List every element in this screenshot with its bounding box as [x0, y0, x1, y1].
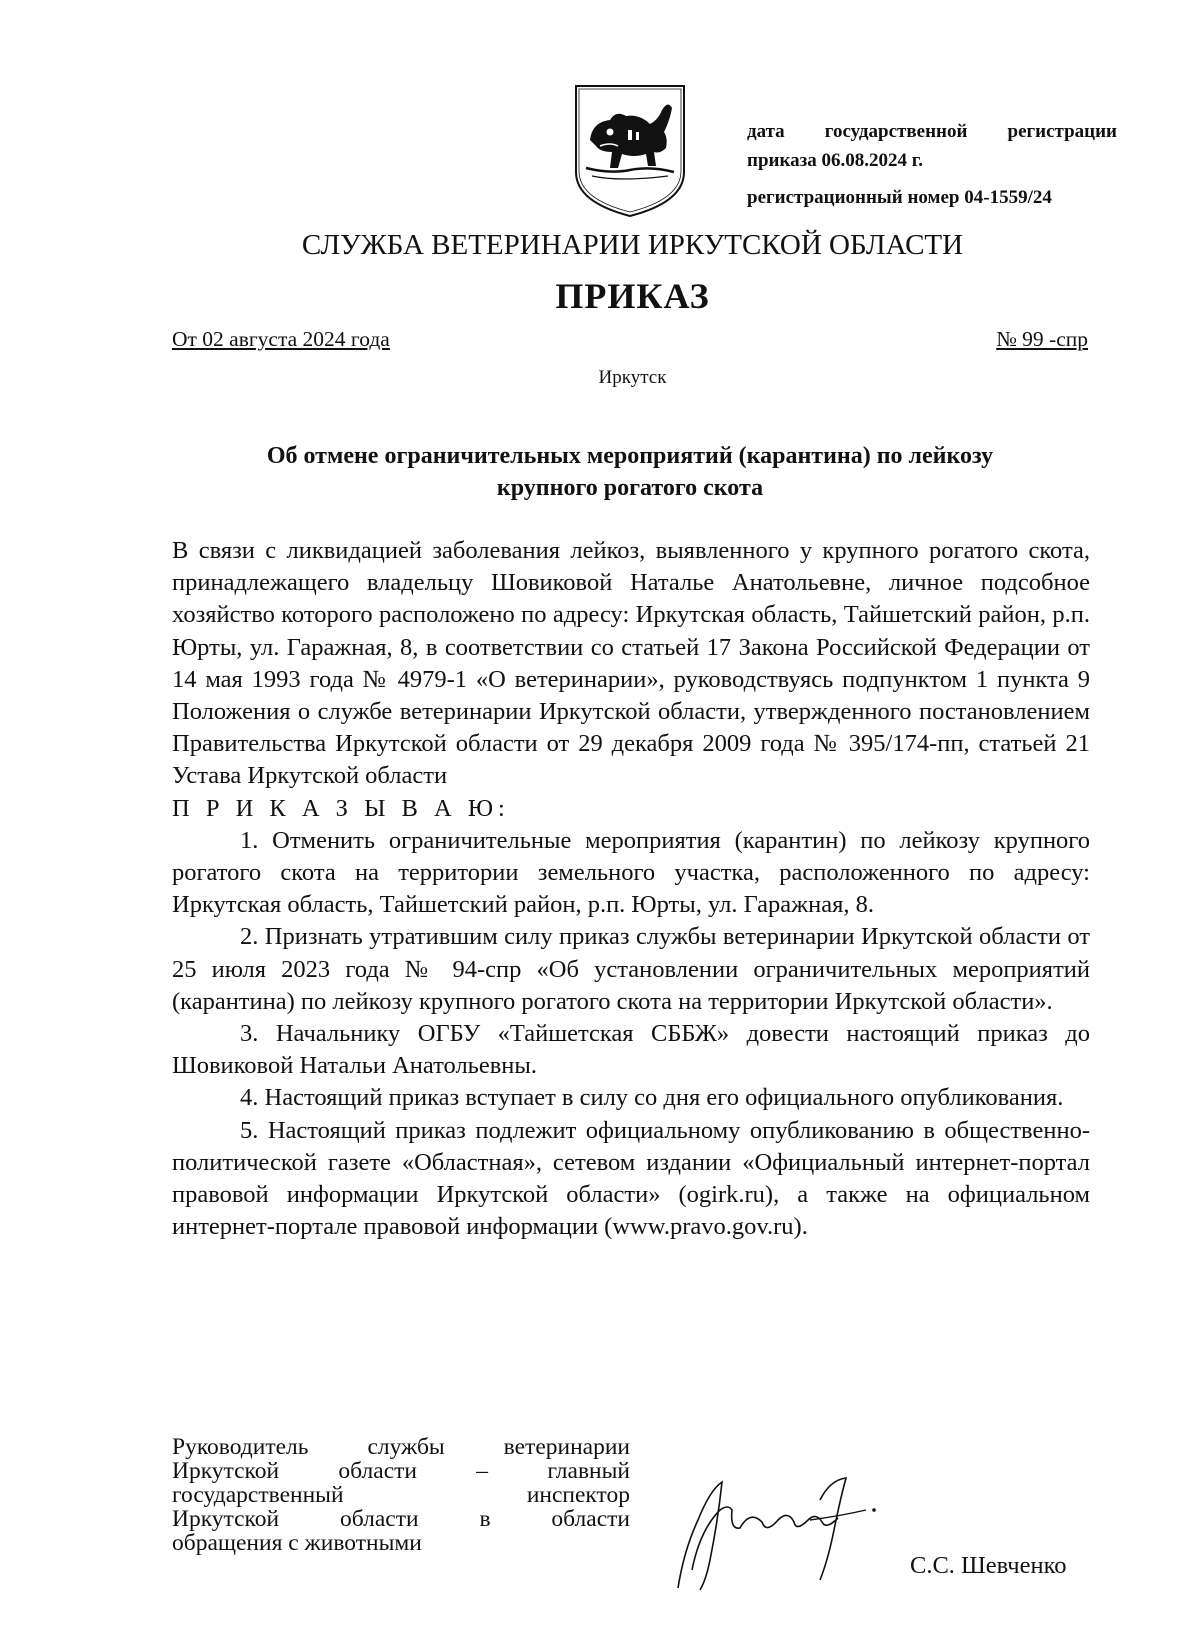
signatory-name: С.С. Шевченко: [910, 1552, 1067, 1579]
title-line-2: крупного рогатого скота: [496, 475, 764, 501]
coat-of-arms-icon: [570, 80, 690, 220]
order-date: От 02 августа 2024 года: [172, 327, 390, 351]
document-body: [172, 535, 1090, 1243]
handwritten-signature: [670, 1460, 900, 1600]
order-number: № 99 -спр: [996, 327, 1088, 351]
order-word: П Р И К А З Ы В А Ю:: [172, 794, 510, 822]
order-item-2: 2. Признать утратившим силу приказ службы ветеринарии Иркутской области от 25 июля 2023 года № 94-спр «Об установлении ограничительных мероприятий (карантина) по лейкозу крупного рогатого скота на территории Иркутской области».: [172, 923, 1090, 1015]
preamble-paragraph: В связи с ликвидацией заболевания лейкоз, выявленного у крупного рогатого скота, принадлежащего владельцу Шовиковой Наталье Анатольевне, личное подсобное хозяйство которого расположено по адресу: Иркутская область, Тайшетский район, р.п. Юрты, ул. Гаражная, 8, в соответствии со статьей 17 Закона Российской Федерации от 14 мая 1993 года № 4979-1 «О ветеринарии», руководствуясь подпунктом 1 пункта 9 Положения о службе ветеринарии Иркутской области, утвержденного постановлением Правительства Иркутской области от 29 декабря 2009 года № 395/174-пп, статьей 21 Устава Иркутской области: [172, 537, 1090, 790]
signatory-title-line: государственный инспектор: [172, 1482, 630, 1508]
signatory-title-line: Иркутской области в области: [172, 1506, 630, 1532]
signatory-title-line: Руководитель службы ветеринарии: [172, 1434, 630, 1460]
document-type: ПРИКАЗ: [555, 276, 710, 316]
city: Иркутск: [598, 367, 667, 388]
registration-date: приказа 06.08.2024 г.: [747, 150, 923, 171]
order-item-5: 5. Настоящий приказ подлежит официальному опубликованию в общественно-политической газете «Областная», сетевом издании «Официальный интернет-портал правовой информации Иркутской области» (ogirk.ru), а также на официальном интернет-портале правовой информации (www.pravo.gov.ru).: [172, 1116, 1090, 1241]
order-item-1: 1. Отменить ограничительные мероприятия (карантин) по лейкозу крупного рогатого скота на территории земельного участка, расположенного по адресу: Иркутская область, Тайшетский район, р.п. Юрты, ул. Гаражная, 8.: [172, 826, 1090, 919]
order-item-3: 3. Начальнику ОГБУ «Тайшетская СББЖ» довести настоящий приказ до Шовиковой Натальи Анатольевны.: [172, 1020, 1090, 1080]
signatory-title-line: обращения с животными: [172, 1530, 422, 1556]
document-title: [170, 440, 1090, 504]
registration-block: [747, 117, 1117, 212]
title-line-1: Об отмене ограничительных мероприятий (карантина) по лейкозу: [266, 443, 994, 469]
registration-date-label: дата государственной регистрации: [747, 121, 1117, 142]
registration-number: регистрационный номер 04-1559/24: [747, 187, 1052, 208]
signatory-title-line: Иркутской области – главный: [172, 1458, 630, 1484]
order-item-4: 4. Настоящий приказ вступает в силу со дня его официального опубликования.: [240, 1084, 1064, 1112]
signatory-title: [172, 1435, 630, 1555]
organization-name: СЛУЖБА ВЕТЕРИНАРИИ ИРКУТСКОЙ ОБЛАСТИ: [301, 229, 964, 261]
